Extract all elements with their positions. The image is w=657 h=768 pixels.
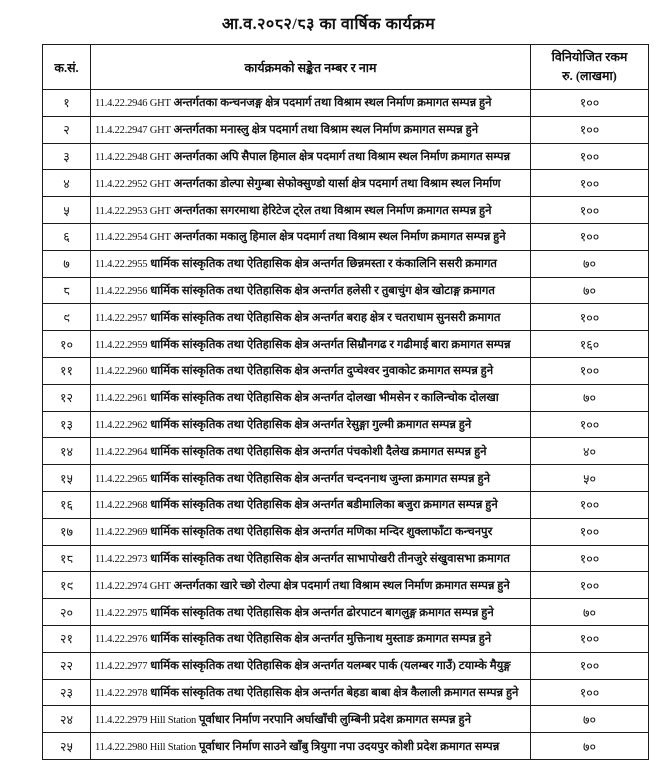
row-allocated-amount: १०० bbox=[531, 545, 649, 572]
row-program-cell bbox=[91, 411, 531, 438]
program-name: धार्मिक सांस्कृतिक तथा ऐतिहासिक क्षेत्र अन्तर्गत दुप्चेश्वर नुवाकोट क्रमागत सम्पन्न हुने bbox=[150, 365, 494, 378]
row-allocated-amount: १०० bbox=[531, 170, 649, 197]
table-row bbox=[43, 384, 649, 411]
row-serial-number: ६ bbox=[43, 223, 91, 250]
row-allocated-amount: ७० bbox=[531, 706, 649, 733]
row-allocated-amount: १०० bbox=[531, 625, 649, 652]
row-serial-number: २४ bbox=[43, 706, 91, 733]
program-code: 11.4.22.2948 GHT bbox=[95, 151, 171, 163]
program-name: धार्मिक सांस्कृतिक तथा ऐतिहासिक क्षेत्र अन्तर्गत मुक्तिनाथ मुस्ताङ क्रमागत सम्पन्न हुने bbox=[150, 633, 492, 646]
row-serial-number: १९ bbox=[43, 572, 91, 599]
row-allocated-amount: १०० bbox=[531, 518, 649, 545]
table-row bbox=[43, 518, 649, 545]
row-serial-number: २१ bbox=[43, 625, 91, 652]
row-allocated-amount: १०० bbox=[531, 197, 649, 224]
table-row bbox=[43, 545, 649, 572]
row-program-cell bbox=[91, 572, 531, 599]
program-code: 11.4.22.2976 bbox=[95, 634, 148, 646]
row-allocated-amount: १०० bbox=[531, 116, 649, 143]
table-row bbox=[43, 625, 649, 652]
program-name: पूर्वाधार निर्माण नरपानि अर्घाखाँची लुम्बिनी प्रदेश क्रमागत सम्पन्न हुने bbox=[198, 713, 471, 726]
row-program-cell bbox=[91, 491, 531, 518]
row-allocated-amount: १६० bbox=[531, 331, 649, 358]
table-row bbox=[43, 599, 649, 626]
row-program-cell bbox=[91, 90, 531, 117]
row-serial-number: १४ bbox=[43, 438, 91, 465]
row-serial-number: १८ bbox=[43, 545, 91, 572]
header-allocated-amount-line2: रु. (लाखमा) bbox=[562, 69, 617, 83]
table-row bbox=[43, 465, 649, 492]
row-program-cell bbox=[91, 250, 531, 277]
program-name: अन्तर्गतका कन्चनजङ्ग क्षेत्र पदमार्ग तथा विश्राम स्थल निर्माण क्रमागत सम्पन्न हुने bbox=[173, 97, 492, 110]
program-name: धार्मिक सांस्कृतिक तथा ऐतिहासिक क्षेत्र अन्तर्गत छिन्नमस्ता र कंकालिनि ससरी क्रमागत bbox=[150, 258, 497, 271]
row-program-cell bbox=[91, 384, 531, 411]
table-row bbox=[43, 438, 649, 465]
table-row bbox=[43, 250, 649, 277]
program-name: धार्मिक सांस्कृतिक तथा ऐतिहासिक क्षेत्र अन्तर्गत बडीमालिका बजुरा क्रमागत सम्पन्न हुने bbox=[150, 499, 498, 512]
table-row bbox=[43, 143, 649, 170]
table-row bbox=[43, 223, 649, 250]
row-serial-number: २३ bbox=[43, 679, 91, 706]
header-allocated-amount bbox=[531, 45, 649, 90]
program-code: 11.4.22.2947 GHT bbox=[95, 125, 171, 137]
row-allocated-amount: १०० bbox=[531, 491, 649, 518]
row-program-cell bbox=[91, 331, 531, 358]
row-program-cell bbox=[91, 465, 531, 492]
program-code: 11.4.22.2980 Hill Station bbox=[95, 741, 197, 753]
program-code: 11.4.22.2965 bbox=[95, 473, 148, 485]
row-allocated-amount: १०० bbox=[531, 652, 649, 679]
table-row bbox=[43, 411, 649, 438]
program-name: धार्मिक सांस्कृतिक तथा ऐतिहासिक क्षेत्र अन्तर्गत सिम्रौनगढ र गढीमाई बारा क्रमागत सम्पन्न bbox=[150, 338, 511, 351]
row-allocated-amount: ४० bbox=[531, 438, 649, 465]
row-allocated-amount: १०० bbox=[531, 90, 649, 117]
program-code: 11.4.22.2962 bbox=[95, 419, 148, 431]
annual-program-table bbox=[42, 44, 649, 760]
row-allocated-amount: १०० bbox=[531, 304, 649, 331]
row-allocated-amount: ७० bbox=[531, 733, 649, 760]
program-name: धार्मिक सांस्कृतिक तथा ऐतिहासिक क्षेत्र अन्तर्गत चन्दननाथ जुम्ला क्रमागत सम्पन्न हुने bbox=[150, 472, 490, 485]
program-code: 11.4.22.2973 bbox=[95, 553, 148, 565]
program-name: धार्मिक सांस्कृतिक तथा ऐतिहासिक क्षेत्र अन्तर्गत हलेसी र तुबाचुंग क्षेत्र खोटाङ्ग क्रमागत bbox=[150, 284, 495, 297]
program-code: 11.4.22.2979 Hill Station bbox=[95, 714, 197, 726]
program-code: 11.4.22.2960 bbox=[95, 366, 148, 378]
row-serial-number: १५ bbox=[43, 465, 91, 492]
program-code: 11.4.22.2968 bbox=[95, 500, 148, 512]
row-serial-number: ७ bbox=[43, 250, 91, 277]
table-row bbox=[43, 170, 649, 197]
table-row bbox=[43, 491, 649, 518]
row-serial-number: १२ bbox=[43, 384, 91, 411]
table-header bbox=[43, 45, 649, 90]
row-program-cell bbox=[91, 197, 531, 224]
row-program-cell bbox=[91, 277, 531, 304]
table-row bbox=[43, 90, 649, 117]
row-allocated-amount: १०० bbox=[531, 572, 649, 599]
row-allocated-amount: १०० bbox=[531, 223, 649, 250]
program-name: धार्मिक सांस्कृतिक तथा ऐतिहासिक क्षेत्र अन्तर्गत बेहडा बाबा क्षेत्र कैलाली क्रमागत सम्पन्न हुने bbox=[150, 686, 519, 699]
row-program-cell bbox=[91, 733, 531, 760]
row-serial-number: २० bbox=[43, 599, 91, 626]
program-name: अन्तर्गतका मनास्लु क्षेत्र पदमार्ग तथा विश्राम स्थल निर्माण क्रमागत सम्पन्न हुने bbox=[173, 124, 479, 137]
row-serial-number: ८ bbox=[43, 277, 91, 304]
program-name: धार्मिक सांस्कृतिक तथा ऐतिहासिक क्षेत्र अन्तर्गत यलम्बर पार्क (यलम्बर गाउँ) टयाम्के मैयुङ्ग bbox=[150, 660, 511, 673]
row-serial-number: १७ bbox=[43, 518, 91, 545]
program-code: 11.4.22.2977 bbox=[95, 661, 148, 673]
program-code: 11.4.22.2957 bbox=[95, 312, 148, 324]
table-row bbox=[43, 197, 649, 224]
row-program-cell bbox=[91, 143, 531, 170]
row-program-cell bbox=[91, 518, 531, 545]
table-row bbox=[43, 706, 649, 733]
table-row bbox=[43, 733, 649, 760]
program-name: धार्मिक सांस्कृतिक तथा ऐतिहासिक क्षेत्र अन्तर्गत मणिका मन्दिर शुक्लाफाँटा कन्चनपुर bbox=[150, 526, 493, 539]
row-serial-number: ११ bbox=[43, 357, 91, 384]
row-serial-number: १ bbox=[43, 90, 91, 117]
table-body bbox=[43, 90, 649, 760]
row-serial-number: १३ bbox=[43, 411, 91, 438]
table-row bbox=[43, 304, 649, 331]
row-program-cell bbox=[91, 625, 531, 652]
program-code: 11.4.22.2978 bbox=[95, 687, 148, 699]
program-name: धार्मिक सांस्कृतिक तथा ऐतिहासिक क्षेत्र अन्तर्गत ढोरपाटन बागलुङ्ग क्रमागत सम्पन्न हुने bbox=[150, 606, 494, 619]
row-serial-number: २ bbox=[43, 116, 91, 143]
program-code: 11.4.22.2953 GHT bbox=[95, 205, 171, 217]
row-allocated-amount: ७० bbox=[531, 250, 649, 277]
program-code: 11.4.22.2969 bbox=[95, 527, 148, 539]
table-row bbox=[43, 679, 649, 706]
table-row bbox=[43, 357, 649, 384]
row-program-cell bbox=[91, 223, 531, 250]
row-program-cell bbox=[91, 652, 531, 679]
program-name: धार्मिक सांस्कृतिक तथा ऐतिहासिक क्षेत्र अन्तर्गत पंचकोशी दैलेख क्रमागत सम्पन्न हुने bbox=[150, 445, 487, 458]
program-code: 11.4.22.2954 GHT bbox=[95, 232, 171, 244]
program-code: 11.4.22.2952 GHT bbox=[95, 178, 171, 190]
row-allocated-amount: १०० bbox=[531, 357, 649, 384]
program-code: 11.4.22.2961 bbox=[95, 393, 148, 405]
row-program-cell bbox=[91, 304, 531, 331]
row-serial-number: ४ bbox=[43, 170, 91, 197]
row-allocated-amount: १०० bbox=[531, 143, 649, 170]
row-allocated-amount: ७० bbox=[531, 384, 649, 411]
row-serial-number: २५ bbox=[43, 733, 91, 760]
row-serial-number: १६ bbox=[43, 491, 91, 518]
row-serial-number: ९ bbox=[43, 304, 91, 331]
row-serial-number: ५ bbox=[43, 197, 91, 224]
header-serial-number: क.सं. bbox=[43, 45, 91, 90]
program-code: 11.4.22.2959 bbox=[95, 339, 148, 351]
header-allocated-amount-line1: विनियोजित रकम bbox=[551, 50, 628, 65]
table-row bbox=[43, 331, 649, 358]
row-allocated-amount: ५० bbox=[531, 465, 649, 492]
program-code: 11.4.22.2946 GHT bbox=[95, 98, 171, 110]
program-code: 11.4.22.2964 bbox=[95, 446, 148, 458]
row-program-cell bbox=[91, 679, 531, 706]
program-name: धार्मिक सांस्कृतिक तथा ऐतिहासिक क्षेत्र अन्तर्गत दोलखा भीमसेन र कालिन्चोक दोलखा bbox=[150, 392, 499, 405]
program-name: पूर्वाधार निर्माण साउने खाँबु त्रियुगा नपा उदयपुर कोशी प्रदेश क्रमागत सम्पन्न bbox=[198, 740, 500, 753]
row-allocated-amount: ७० bbox=[531, 277, 649, 304]
program-code: 11.4.22.2974 GHT bbox=[95, 580, 171, 592]
program-code: 11.4.22.2955 bbox=[95, 259, 148, 271]
table-row bbox=[43, 116, 649, 143]
row-serial-number: २२ bbox=[43, 652, 91, 679]
table-row bbox=[43, 572, 649, 599]
program-name: अन्तर्गतका अपि सैपाल हिमाल क्षेत्र पदमार्ग तथा विश्राम स्थल निर्माण क्रमागत सम्पन्न bbox=[173, 150, 511, 163]
row-serial-number: ३ bbox=[43, 143, 91, 170]
program-name: अन्तर्गतका डोल्पा सेगुम्बा सेफोक्सुण्डो यार्सा क्षेत्र पदमार्ग तथा विश्राम स्थल निर्माण bbox=[173, 177, 501, 190]
row-program-cell bbox=[91, 545, 531, 572]
program-name: धार्मिक सांस्कृतिक तथा ऐतिहासिक क्षेत्र अन्तर्गत बराह क्षेत्र र चतराधाम सुनसरी क्रमागत bbox=[150, 311, 501, 324]
table-row bbox=[43, 277, 649, 304]
row-program-cell bbox=[91, 357, 531, 384]
row-program-cell bbox=[91, 116, 531, 143]
page-title: आ.व.२०८२/८३ का वार्षिक कार्यक्रम bbox=[221, 16, 436, 33]
program-name: अन्तर्गतका खारे च्छो रोल्पा क्षेत्र पदमार्ग तथा विश्राम स्थल निर्माण क्रमागत सम्पन्न हुने bbox=[173, 579, 510, 592]
row-allocated-amount: ७० bbox=[531, 599, 649, 626]
row-program-cell bbox=[91, 170, 531, 197]
row-program-cell bbox=[91, 706, 531, 733]
program-code: 11.4.22.2956 bbox=[95, 285, 148, 297]
header-program-code-name: कार्यक्रमको सङ्केत नम्बर र नाम bbox=[91, 45, 531, 90]
program-name: धार्मिक सांस्कृतिक तथा ऐतिहासिक क्षेत्र अन्तर्गत रेसुङ्गा गुल्मी क्रमागत सम्पन्न हुने bbox=[150, 418, 472, 431]
program-name: अन्तर्गतका सगरमाथा हेरिटेज ट्रेल तथा विश्राम स्थल निर्माण क्रमागत सम्पन्न हुने bbox=[173, 204, 492, 217]
row-allocated-amount: १०० bbox=[531, 679, 649, 706]
header-row bbox=[43, 45, 649, 90]
row-program-cell bbox=[91, 438, 531, 465]
row-allocated-amount: १०० bbox=[531, 411, 649, 438]
program-name: अन्तर्गतका मकालु हिमाल क्षेत्र पदमार्ग तथा विश्राम स्थल निर्माण क्रमागत सम्पन्न हुने bbox=[173, 231, 506, 244]
row-program-cell bbox=[91, 599, 531, 626]
program-code: 11.4.22.2975 bbox=[95, 607, 148, 619]
program-name: धार्मिक सांस्कृतिक तथा ऐतिहासिक क्षेत्र अन्तर्गत साभापोखरी तीनजुरे संखुवासभा क्रमागत bbox=[150, 552, 510, 565]
table-row bbox=[43, 652, 649, 679]
row-serial-number: १० bbox=[43, 331, 91, 358]
